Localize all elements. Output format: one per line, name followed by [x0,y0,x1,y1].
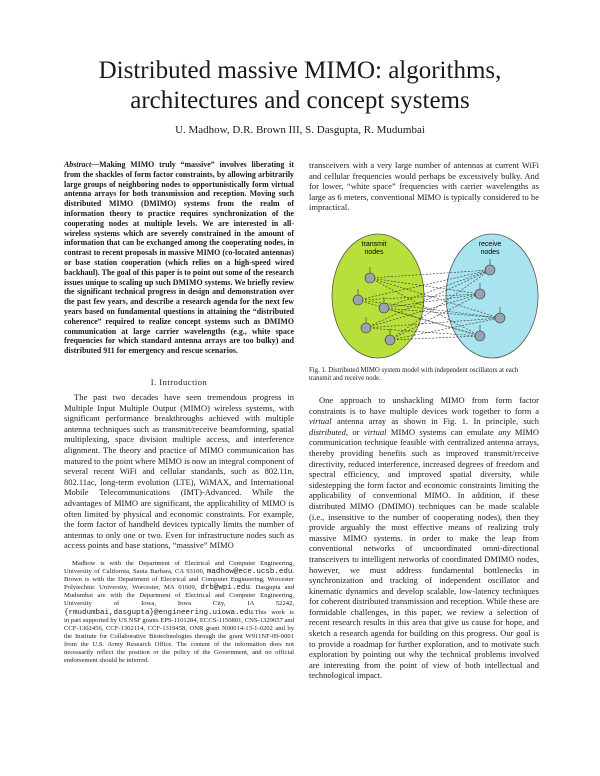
section-heading: I. Introduction [150,377,208,387]
emphasis-any: any [498,426,511,437]
email-iowa[interactable]: {rmudumbai,dasgupta}@engineering.uiowa.edu [64,608,254,617]
body-text: MIMO communication technique feasible with centralized antenna arrays, thereby providing benefits such as improved transmit/receive directivity, reduced interference, increased degrees of freedom and spectral efficiency, and improved spatial diversity, while sidestepping the form factor and economic constraints limiting the applicability of conventional MIMO. In addition, if these distributed MIMO (DMIMO) techniques can be made scalable (i.e., insensitive to the number of cooperating nodes), then they provide arguably the most effective means of realizing truly massive MIMO systems. in order to make the leap from conventional networks of uncoordinated omni-directional transceivers to intelligent networks of coordinated DMIMO nodes, however, we must address fundamental bottlenecks in synchronization and tracking of independent oscillator and kinematic dynamics and develop scalable, low-latency techniques for coherent distributed transmission and reception. While these are formidable challenges, in this paper, we review a selection of recent research results in this area that give us cause for hope, and sketch a research agenda for building on this progress. Our goal is to provide a roadmap for further exploration, and to motivate such exploration by pointing out why the technical problems involved are interesting from the point of view of both intellectual and technological impact. [309,426,539,681]
right-intro-paragraph: transceivers with a very large number of antennas at current WiFi and cellular frequencies would perhaps be excessively bulky. And for lower, “white space” frequencies with carrier wavelengths as large as 6 meters, conventional MIMO is typically considered to be impractical. [309,160,539,213]
paper-title [0,56,600,116]
intro-paragraph: The past two decades have seen tremendous progress in Multiple Input Multiple Output (MIMO) wireless systems, with significant performance breakthroughs achieved with multiple antenna techniques such as transmit/receive beamforming, spatial multiplexing, space division multiple access, and interference alignment. The theory and practice of MIMO communication has matured to the point where MIMO is now an integral component of several recent WiFi and cellular standards, such as 802.11n, 802.11ac, long-term evolution (LTE), WiMAX, and International Mobile Telecommunications (IMT)-Advanced. While the advantages of MIMO are significant, the applicability of MIMO is often limited by physical and economic constraints. For example, the form factor of handheld devices typically limits the number of antennas to only one or two. Even for infrastructure nodes such as access points and base stations, “massive” MIMO [64,392,294,551]
emphasis-virtual-2: virtual [363,426,387,437]
footnote-text-1: Madhow is with the Department of Electrical and Computer Engineering, University of California, Santa Barbara, CA 93106, [64,560,294,576]
receive-label-2: nodes [480,249,500,256]
emphasis-distributed: distributed [309,426,346,437]
footnote-text-3: . Dasgupta and Mudumbai are with the Department of Electrical and Computer Engineering, University of Iowa, Iowa City, IA 52242, [64,584,294,608]
footnote-text-2: . Brown is with the Department of Electrical and Computer Engineering, Worcester Polytechnic University, Worcester, MA 01609, [64,568,294,592]
abstract [64,160,294,356]
footnote [64,560,294,665]
right-main-paragraph [309,395,539,681]
email-madhow[interactable]: madhow@ece.ucsb.edu [206,568,293,577]
title-line-2: architectures and concept systems [130,87,470,114]
transmit-label-1: transmit [361,241,387,248]
body-text: , or [345,426,364,437]
body-text: antenna array as shown in Fig. 1. In principle, such [331,416,539,427]
transmit-label-2: nodes [364,249,384,256]
email-brown[interactable]: drb@wpi.edu [200,584,250,593]
figure-dmimo-model [330,232,540,360]
authors: U. Madhow, D.R. Brown III, S. Dasgupta, R. Mudumbai [175,124,425,136]
receive-label-1: receive [478,241,502,248]
abstract-text: —Making MIMO truly “massive” involves liberating it from the shackles of form factor constraints, by allowing arbitrarily large groups of neighboring nodes to opportunistically form virtual antenna arrays for both transmission and reception. Moving such distributed MIMO (DMIMO) systems from the realm of information theory to practice requires synchronization of the cooperating nodes at multiple levels. We are interested in all-wireless systems which are severely constrained in the amount of information that can be exchanged among the cooperating nodes, in contrast to recent proposals in massive MIMO (co-located antennas) or base station cooperation (which relies on a high-speed wired backhaul). The goal of this paper is to point out some of the research issues unique to scaling up such DMIMO systems. We briefly review the significant technical progress in design and demonstration over the past few years, and describe a research agenda for the next few years based on fundamental questions in attaining the “distributed coherence” required to realize concept systems such as DMIMO communication at large carrier wavelengths (e.g., white space frequencies for which standard antenna arrays are too bulky) and distributed 911 for emergency and rescue scenarios. [64,160,295,356]
abstract-label: Abstract [64,160,92,169]
footnote-text-4: .This work is in part supported by US NSF grants EPS-1101284, ECCS-1150801, CNS-1329657 and CCF-1302456, CCF-1302114, CCF-1319458, ONR grant N00014-13-1-0202 and by the Institute for Collaborative Biotechnologies through the grant W911NF-09-0001 from the U.S. Army Research Office. The content of the information does not necessarily reflect the position or the policy of the Government, and no official endorsement should be inferred. [64,608,294,665]
title-line-1: Distributed massive MIMO: algorithms, [98,57,502,84]
body-text: MIMO systems can emulate [386,426,499,437]
body-text: One approach to unshackling MIMO from form factor constraints is to have multiple devices work together to form a [309,395,539,416]
emphasis-virtual: virtual [309,416,332,427]
figure-caption: Fig. 1. Distributed MIMO system model with independent oscillators at each transmit and receive node. [309,367,519,383]
